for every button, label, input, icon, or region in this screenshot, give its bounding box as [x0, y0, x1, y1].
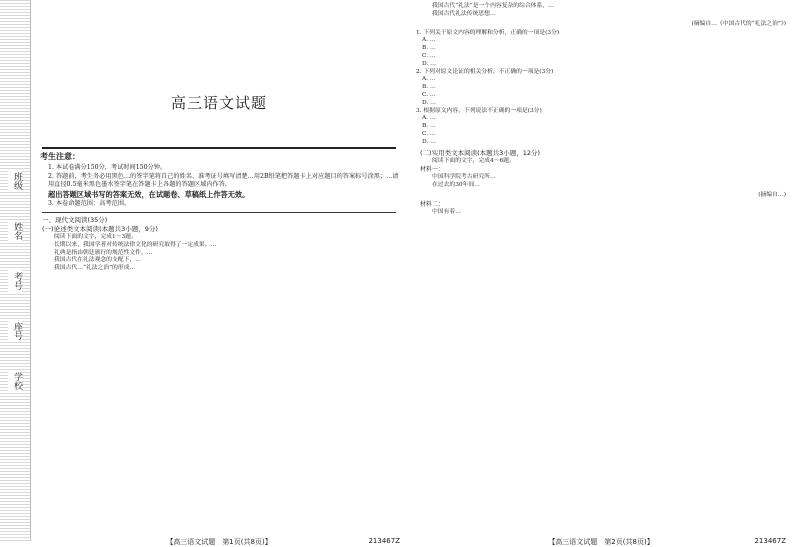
instruction: 阅读下面的文字，完成4～6题。	[432, 157, 515, 164]
page-right	[412, 0, 790, 546]
passage-paragraph: 长期以来，我国学者对传统法律文化的研究取得了一定成果。…	[54, 241, 217, 248]
notice-emphasis: 超出答题区域书写的答案无效，在试题卷、草稿纸上作答无效。	[48, 190, 250, 199]
title-divider	[42, 147, 396, 149]
footer-center: 【高三语文试题 第1页(共8页)】	[166, 538, 272, 546]
question-option: D. …	[422, 138, 436, 145]
passage-source: (摘编自…《中国古代的“礼法之治”》)	[691, 20, 786, 27]
passage-paragraph: 我国古代“礼法”是一个内容复杂的综合体系，…	[432, 3, 554, 9]
footer-code: 213467Z	[754, 537, 786, 545]
question-2	[412, 69, 790, 108]
subsection-heading: (二)实用类文本阅读(本题共3小题，12分)	[420, 148, 541, 157]
footer-page: 第1页(共8页)	[222, 538, 265, 546]
binding-label: 考号	[8, 270, 22, 292]
question-option: C. …	[422, 91, 436, 98]
footer-code: 213467Z	[368, 537, 400, 545]
notice-item: 3. 本卷命题范围：高考范围。	[48, 200, 131, 207]
binding-label: 姓名	[8, 220, 22, 242]
passage-paragraph: 我国古代礼法传统思想…	[432, 10, 496, 17]
question-option: A. …	[422, 115, 436, 122]
binding-label: 座号	[8, 320, 22, 342]
question-option: B. …	[422, 123, 436, 130]
question-stem: 2. 下列对原文论证的相关分析，不正确的一项是(3分)	[416, 68, 554, 75]
binding-label: 学校	[8, 370, 22, 392]
page-left	[34, 0, 404, 546]
passage-paragraph: 我国古代在礼法观念的支配下，…	[54, 257, 141, 264]
question-1	[412, 30, 790, 69]
binding-labels	[8, 170, 22, 392]
material-source: (摘编自…)	[758, 191, 786, 198]
question-option: B. …	[422, 84, 436, 91]
notice-item: 2. 答题前，考生务必用黑色…的签字笔将自己的姓名、准考证号填写清楚…用2B铅笔把答题卡上对应题目的答案标号涂黑；…请用直径0.5毫米黑色墨水签字笔在答题卡上各题的答题区域内作答，	[48, 173, 399, 188]
material-heading: 材料二：	[420, 200, 445, 208]
instruction: 阅读下面的文字，完成1～3题。	[54, 234, 137, 240]
subsection-heading: (一)论述类文本阅读(本题共3小题，9分)	[42, 225, 158, 233]
material-paragraph: 中国有着…	[432, 208, 461, 215]
question-option: A. …	[422, 76, 436, 83]
question-option: B. …	[422, 45, 436, 52]
question-option: A. …	[422, 37, 436, 44]
question-option: D. …	[422, 60, 436, 67]
footer-label: 高三语文试题	[555, 538, 598, 546]
notice-divider	[42, 212, 396, 213]
footer-center: 【高三语文试题 第2页(共8页)】	[548, 538, 654, 546]
footer-page: 第2页(共8页)	[604, 538, 647, 546]
question-option: C. …	[422, 130, 436, 137]
footer-label: 高三语文试题	[173, 538, 216, 546]
binding-margin	[0, 0, 31, 541]
section-heading: 一、现代文阅读(35分)	[42, 216, 108, 224]
exam-notice	[34, 151, 404, 208]
notice-item: 1. 本试卷满分150分，考试时间150分钟。	[48, 164, 167, 171]
passage-paragraph: 我国古代…“礼法之治”的形成…	[54, 265, 136, 272]
passage-paragraph: 礼典是指由朝廷颁行的规范性文件，…	[54, 249, 153, 256]
material-paragraph: 中国科学院考古研究所…	[432, 174, 496, 181]
question-3	[412, 108, 790, 147]
question-option: D. …	[422, 99, 436, 106]
question-stem: 3. 根据原文内容，下列说法不正确的一项是(3分)	[416, 107, 542, 114]
question-stem: 1. 下列关于原文内容的理解和分析，正确的一项是(3分)	[416, 29, 560, 36]
material-heading: 材料一：	[420, 166, 445, 174]
notice-heading: 考生注意：	[40, 152, 80, 161]
question-option: C. …	[422, 52, 436, 59]
binding-label: 班级	[8, 170, 22, 192]
material-paragraph: 在过去的30年间…	[432, 182, 480, 189]
page-title: 高三语文试题	[170, 94, 267, 112]
